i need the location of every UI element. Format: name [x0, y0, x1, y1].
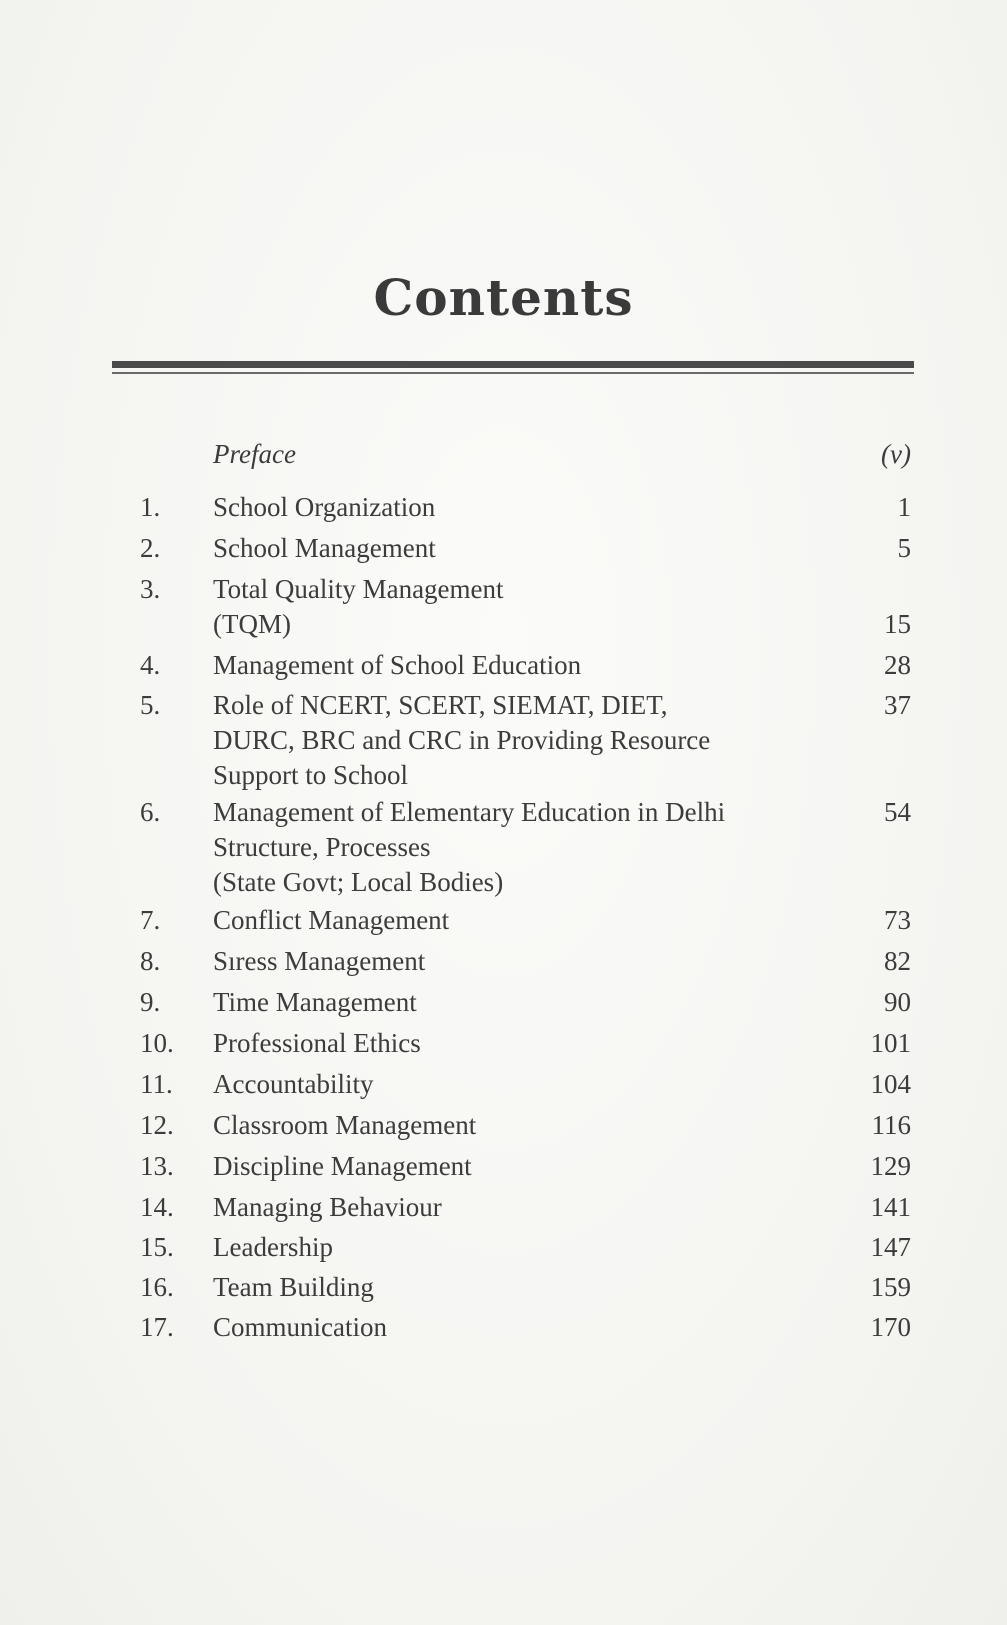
- toc-entry-title: [213, 1310, 813, 1345]
- toc-entry-title: [213, 985, 813, 1020]
- toc-entry-title: [213, 572, 813, 642]
- toc-entry-title-line: Role of NCERT, SCERT, SIEMAT, DIET,: [213, 690, 668, 720]
- toc-entry-number: 15.: [140, 1232, 174, 1262]
- toc-entry-title-line: Team Building: [213, 1272, 374, 1302]
- toc-entry-title-line: DURC, BRC and CRC in Providing Resource: [213, 725, 711, 755]
- toc-entry-number: 7.: [140, 905, 161, 935]
- toc-entry-page: 170: [870, 1312, 911, 1342]
- toc-entry-number: 8.: [140, 946, 161, 976]
- toc-entry-number: 12.: [140, 1110, 174, 1140]
- toc-entry-number: 2.: [140, 533, 161, 563]
- toc-entry-title-line: School Management: [213, 533, 436, 563]
- toc-entry-title-line: School Organization: [213, 492, 436, 522]
- toc-entry-title: [213, 531, 813, 566]
- toc-entry-title-line: Professional Ethics: [213, 1028, 421, 1058]
- toc-entry-title-line: Communication: [213, 1312, 387, 1342]
- toc-entry-page: 37: [884, 690, 911, 720]
- toc-entry-number: 11.: [140, 1069, 173, 1099]
- page-title: Contents: [373, 268, 634, 327]
- toc-entry-number: 16.: [140, 1272, 174, 1302]
- toc-entry-number: 3.: [140, 574, 161, 604]
- toc-entry-title-line: Support to School: [213, 760, 409, 790]
- toc-entry-title: [213, 944, 813, 979]
- toc-entry-number: 1.: [140, 492, 161, 522]
- title-rule-thin: [112, 372, 914, 374]
- toc-entry-page: (v): [881, 439, 911, 469]
- toc-entry-title: [213, 648, 813, 683]
- toc-entry-title: [213, 1149, 813, 1184]
- toc-entry-page: 129: [870, 1151, 911, 1181]
- toc-entry-page: 116: [871, 1110, 911, 1140]
- toc-entry-number: 13.: [140, 1151, 174, 1181]
- toc-entry-page: 101: [870, 1028, 911, 1058]
- toc-entry-number: 10.: [140, 1028, 174, 1058]
- toc-entry-title: Preface: [213, 439, 296, 469]
- toc-entry-number: 9.: [140, 987, 161, 1017]
- toc-entry-title-line: (TQM): [213, 609, 291, 639]
- toc-entry-page: 141: [870, 1192, 911, 1222]
- toc-entry-number: 4.: [140, 650, 161, 680]
- toc-entry-title-line: Total Quality Management: [213, 574, 504, 604]
- toc-entry-title-line: Sıress Management: [213, 946, 426, 976]
- toc-entry-number: 5.: [140, 690, 161, 720]
- title-rule-thick: [112, 361, 914, 368]
- toc-entry-page: 90: [884, 987, 911, 1017]
- toc-entry-title-line: Discipline Management: [213, 1151, 472, 1181]
- toc-entry-title-line: (State Govt; Local Bodies): [213, 867, 504, 897]
- toc-entry-title-line: Managing Behaviour: [213, 1192, 442, 1222]
- toc-entry-number: 6.: [140, 797, 161, 827]
- toc-entry-title-line: Classroom Management: [213, 1110, 477, 1140]
- toc-entry-title: [213, 903, 813, 938]
- toc-entry-title: [213, 1190, 813, 1225]
- toc-entry-title-line: Time Management: [213, 987, 417, 1017]
- toc-entry-title: [213, 1270, 813, 1305]
- toc-entry-title-line: Conflict Management: [213, 905, 450, 935]
- toc-entry-number: 14.: [140, 1192, 174, 1222]
- toc-entry-page: 104: [870, 1069, 911, 1099]
- toc-entry-page: 15: [884, 609, 911, 639]
- toc-entry-number: 17.: [140, 1312, 174, 1342]
- toc-entry-title: [213, 1026, 813, 1061]
- toc-entry-title: [213, 1230, 813, 1265]
- toc-entry-title: [213, 688, 813, 793]
- toc-entry-title-line: Structure, Processes: [213, 832, 431, 862]
- toc-entry-title-line: Management of School Education: [213, 650, 582, 680]
- toc-entry-page: 5: [897, 533, 911, 563]
- toc-entry-page: 28: [884, 650, 911, 680]
- toc-entry-title-line: Leadership: [213, 1232, 333, 1262]
- toc-entry-title: [213, 1108, 813, 1143]
- toc-entry-page: 159: [870, 1272, 911, 1302]
- toc-entry-title: [213, 1067, 813, 1102]
- toc-entry-page: 82: [884, 946, 911, 976]
- toc-entry-page: 73: [884, 905, 911, 935]
- toc-entry-page: 1: [897, 492, 911, 522]
- toc-entry-title: [213, 490, 813, 525]
- toc-entry-page: 54: [884, 797, 911, 827]
- toc-entry-title: [213, 795, 813, 900]
- toc-entry-title-line: Management of Elementary Education in Delhi: [213, 797, 726, 827]
- toc-entry-page: 147: [870, 1232, 911, 1262]
- toc-entry-title-line: Accountability: [213, 1069, 374, 1099]
